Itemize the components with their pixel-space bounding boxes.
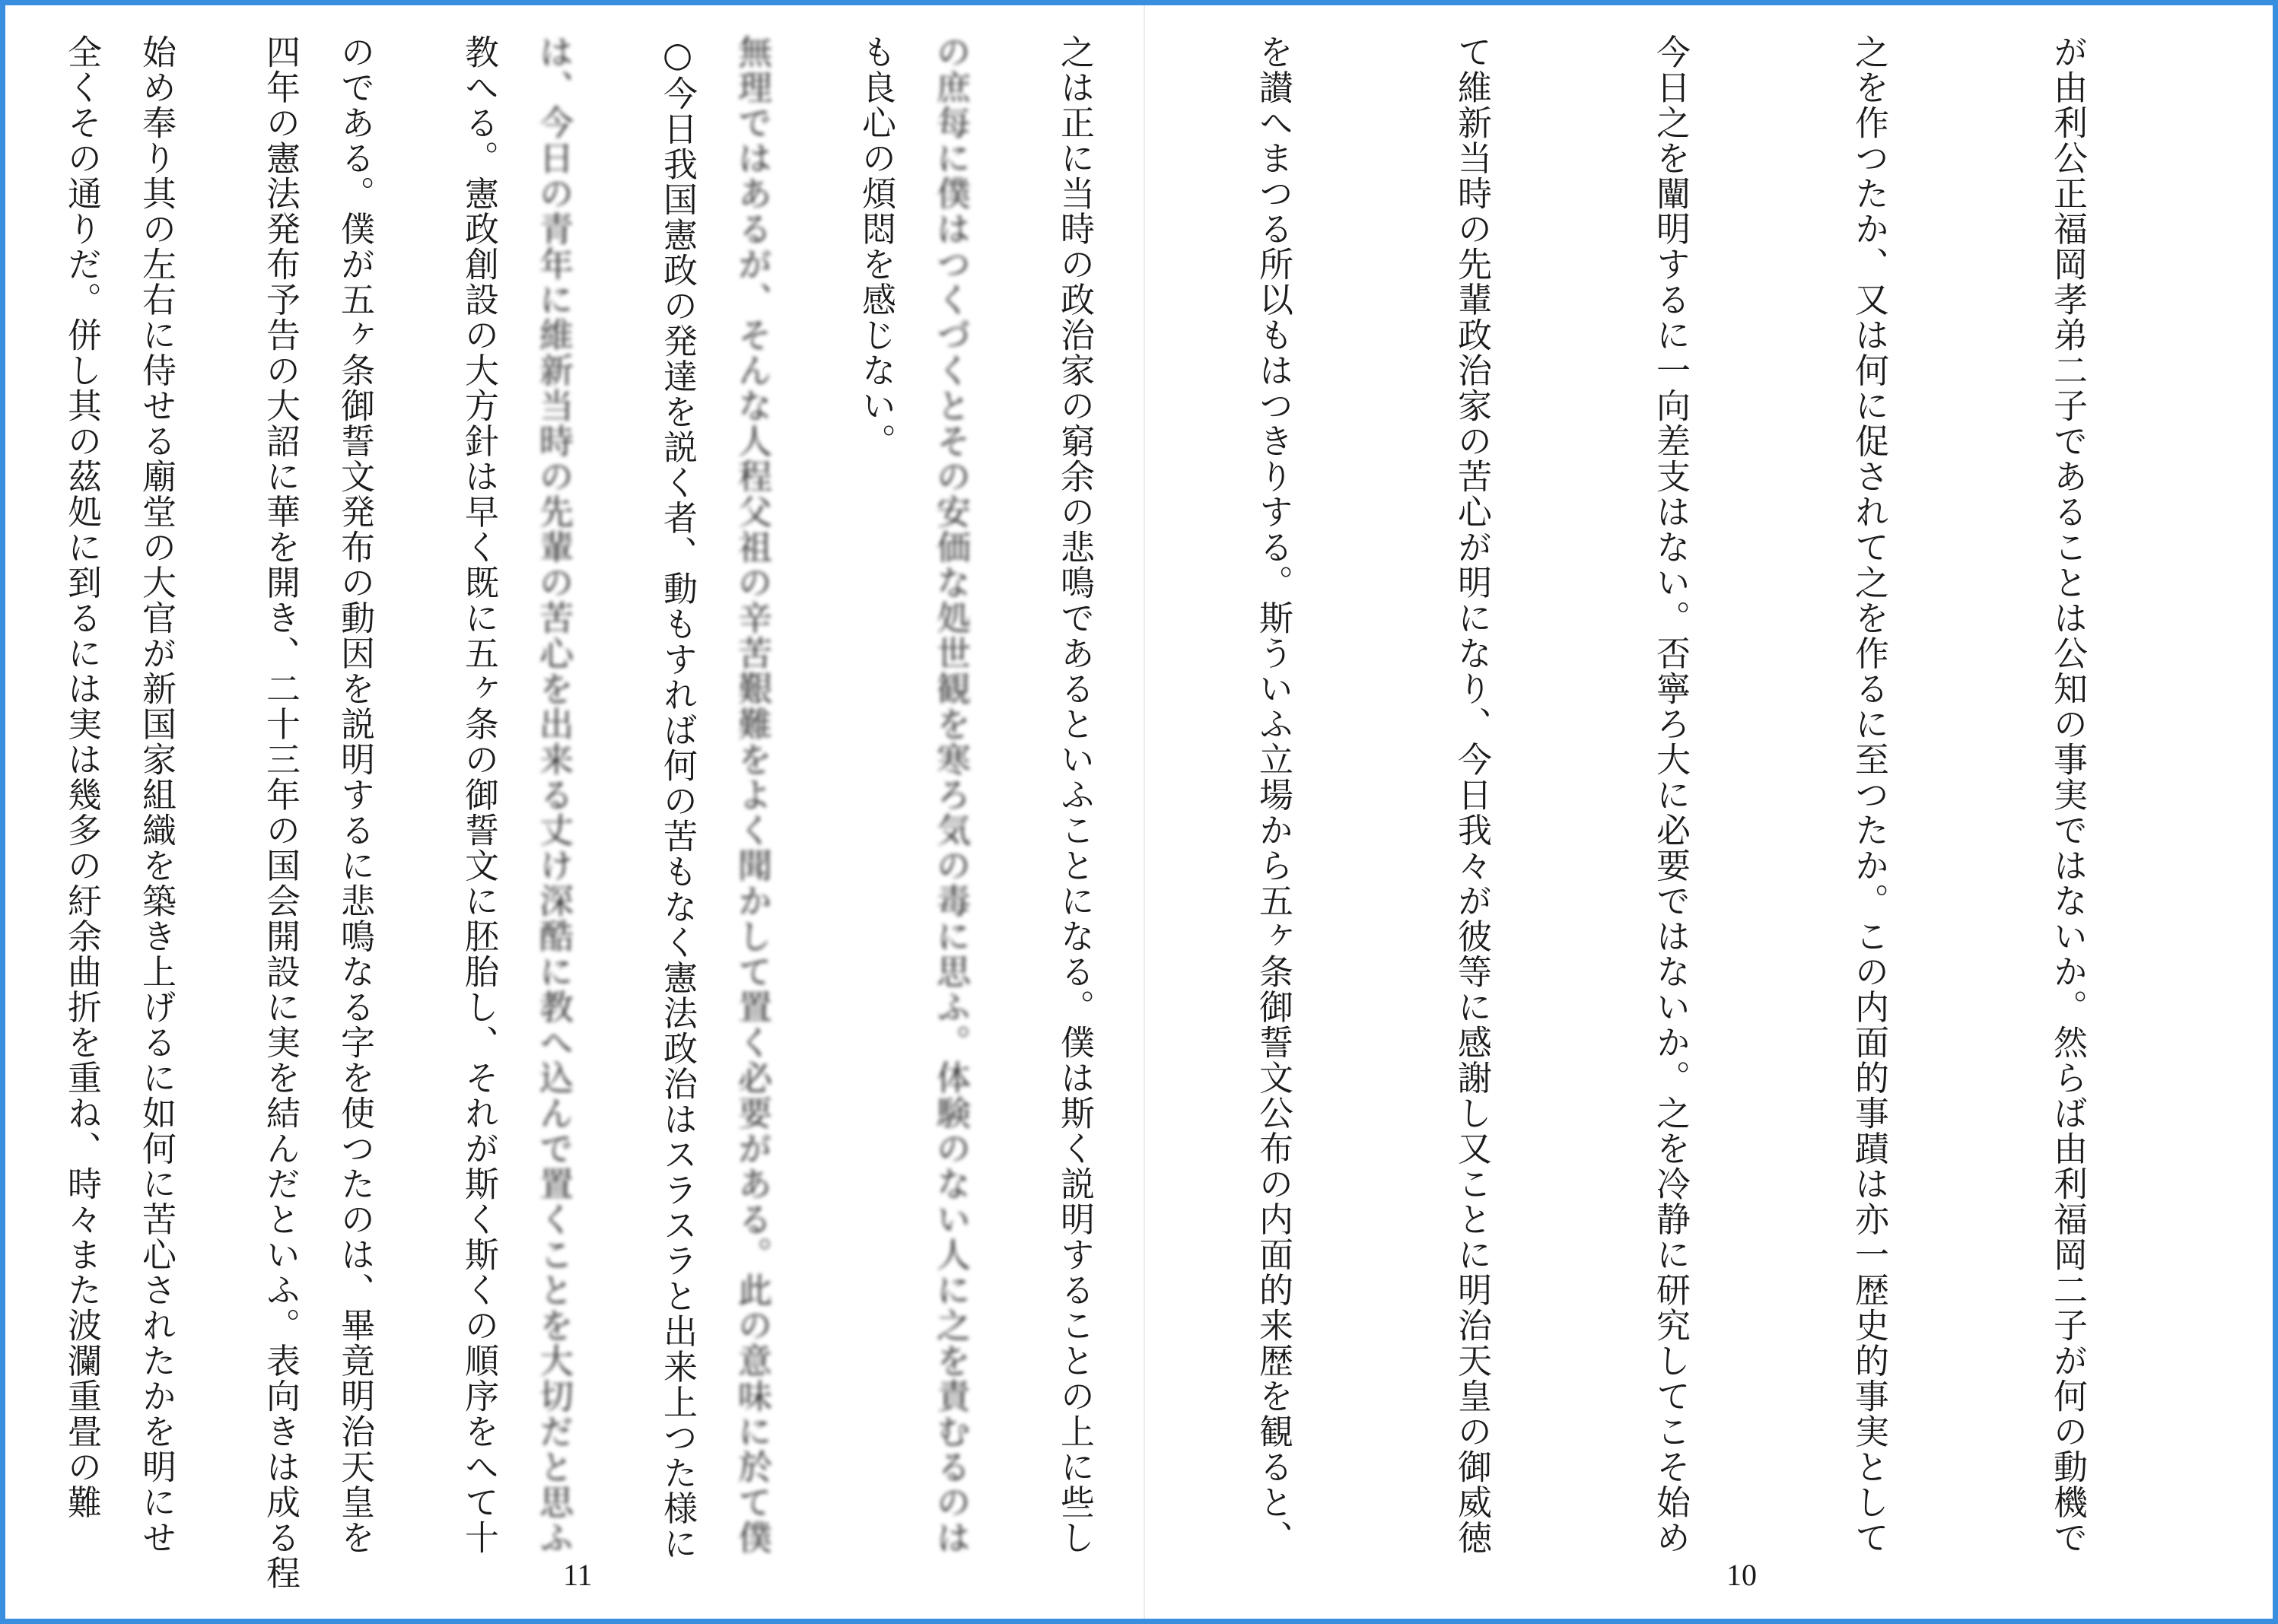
text-line: ○今日我国憲政の発達を説く者、動もすれば何の苦もなく憲法政治はスラスラと出来上つた様に xyxy=(657,34,698,1562)
page-number-left: 11 xyxy=(563,1558,593,1592)
text-line-blurred: は、今日の青年に維新当時の先輩の苦心を出来る丈け深酷に教へ込んで置くことを大切だと思ふ xyxy=(533,34,574,1556)
text-line-blurred: 無理ではあるが、そんな人程父祖の辛苦艱難をよく聞かして置く必要がある。此の意味に於て僕 xyxy=(732,34,772,1556)
text-line: が由利公正福岡孝弟二子であることは公知の事実ではないか。然らば由利福岡二子が何の動機で xyxy=(2047,34,2088,1556)
text-line: を讃へまつる所以もはつきりする。斯ういふ立場から五ヶ条御誓文公布の内面的来歴を観ると、 xyxy=(1253,34,1293,1556)
text-line: 四年の憲法発布予告の大詔に華を開き、二十三年の国会開設に実を結んだといふ。表向きは成る程 xyxy=(260,34,301,1591)
text-line: 之は正に当時の政治家の窮余の悲鳴であるといふことになる。僕は斯く説明することの上に些し xyxy=(1055,34,1095,1556)
text-line: て維新当時の先輩政治家の苦心が明になり、今日我々が彼等に感謝し又ことに明治天皇の御威徳 xyxy=(1452,34,1492,1556)
text-line: も良心の煩悶を感じない。 xyxy=(856,34,896,459)
text-line: 始め奉り其の左右に侍せる廟堂の大官が新国家組織を築き上げるに如何に苦心されたかを明にせ xyxy=(136,34,177,1556)
page-number-right: 10 xyxy=(1726,1558,1757,1592)
text-line: 教へる。憲政創設の大方針は早く既に五ヶ条の御誓文に胚胎し、それが斯く斯くの順序をへて十 xyxy=(459,34,499,1556)
text-line: 之を作つたか、又は何に促されて之を作るに至つたか。この内面的事蹟は亦一歴史的事実として xyxy=(1849,34,1889,1556)
text-line-blurred: の庶每に僕はつくづくとその安価な処世観を寒ろ気の毒に思ふ。体験のない人に之を責むるのは xyxy=(931,34,971,1556)
text-line: 今日之を闡明するに一向差支はない。否寧ろ大に必要ではないか。之を冷静に研究してこそ始め xyxy=(1650,34,1691,1556)
text-line: のである。僕が五ヶ条御誓文発布の動因を説明するに悲鳴なる字を使つたのは、畢竟明治天皇を xyxy=(335,34,375,1556)
text-line: 全くその通りだ。併し其の茲処に到るには実は幾多の紆余曲折を重ね、時々また波瀾重畳の難 xyxy=(62,34,102,1520)
